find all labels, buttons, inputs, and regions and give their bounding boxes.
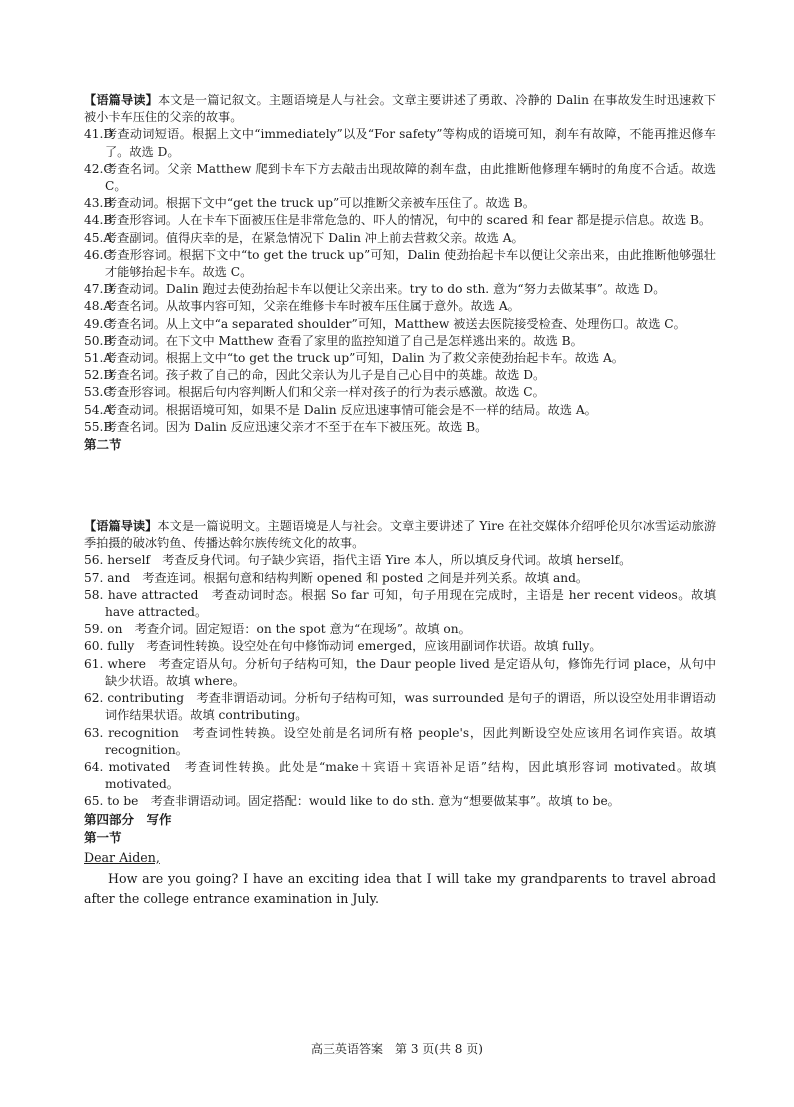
answer-number: 46.C xyxy=(84,247,113,262)
answer-explanation: on 考查介词。固定短语：on the spot 意为“在现场”。故填 on。 xyxy=(107,622,471,637)
answer-explanation: contributing 考查非谓语动词。分析句子结构可知，was surrounded 是句子的谓语，所以设空处用非谓语动词作结果状语。故填 contributing。 xyxy=(105,691,716,723)
answer-explanation: 考查动词。根据下文中“get the truck up”可以推断父亲被车压住了。故选 B。 xyxy=(105,196,535,211)
blank-space xyxy=(84,454,716,518)
answer-page xyxy=(84,92,716,909)
answer-number: 49.C xyxy=(84,316,113,331)
answer-number: 44.B xyxy=(84,213,113,228)
answer-item xyxy=(84,333,716,350)
answer-item xyxy=(84,656,716,690)
answer-explanation: 考查名词。因为 Dalin 反应迅速父亲才不至于在车下被压死。故选 B。 xyxy=(105,419,488,434)
answer-number: 65. xyxy=(84,794,104,809)
answer-number: 43.B xyxy=(84,196,113,211)
answer-number: 60. xyxy=(84,639,104,654)
answer-explanation: 考查动词。根据上文中“to get the truck up”可知，Dalin 为了救父亲使劲抬起卡车。故选 A。 xyxy=(105,351,624,366)
answer-number: 61. xyxy=(84,656,104,671)
answer-item xyxy=(84,759,716,793)
heading-part2: 第二节 xyxy=(84,437,122,453)
answer-item xyxy=(84,570,716,587)
answer-explanation: 考查名词。父亲 Matthew 爬到卡车下方去敲击出现故障的刹车盘，由此推断他修理车辆时的角度不合适。故选 C。 xyxy=(105,161,716,194)
letter-body: How are you going? I have an exciting idea that I will take my grandparents to travel abroad after the college entrance examination in July. xyxy=(84,870,716,906)
answer-explanation: 考查形容词。根据后句内容判断人们和父亲一样对孩子的行为表示感激。故选 C。 xyxy=(105,385,545,400)
answer-number: 51.A xyxy=(84,351,113,366)
answer-item xyxy=(84,367,716,384)
answer-explanation: 考查动词。Dalin 跑过去使劲抬起卡车以便让父亲出来。try to do sth. 意为“努力去做某事”。故选 D。 xyxy=(105,282,666,297)
answer-explanation: recognition 考查词性转换。设空处前是名词所有格 people's，因此判断设空处应该用名词作宾语。故填 recognition。 xyxy=(105,725,716,757)
answer-number: 47.D xyxy=(84,282,114,297)
answer-explanation: 考查形容词。人在卡车下面被压住是非常危急的、吓人的情况，句中的 scared 和 fear 都是提示信息。故选 B。 xyxy=(105,213,712,228)
answer-item xyxy=(84,621,716,638)
answer-explanation: 考查形容词。根据下文中“to get the truck up”可知，Dalin 使劲抬起卡车以便让父亲出来，由此推断他够强壮才能够抬起卡车。故选 C。 xyxy=(105,247,716,280)
answer-item xyxy=(84,419,716,436)
answer-explanation: to be 考查非谓语动词。固定搭配：would like to do sth. 意为“想要做某事”。故填 to be。 xyxy=(107,794,620,809)
answer-explanation: motivated 考查词性转换。此处是“make＋宾语＋宾语补足语”结构，因此填形容词 motivated。故填 motivated。 xyxy=(105,759,717,792)
answer-item xyxy=(84,281,716,298)
answer-number: 58. xyxy=(84,587,104,602)
answer-item xyxy=(84,350,716,367)
answer-item xyxy=(84,638,716,655)
answer-number: 52.D xyxy=(84,368,114,383)
answer-number: 59. xyxy=(84,622,104,637)
heading-part4: 第四部分 写作 xyxy=(84,811,172,827)
answer-item xyxy=(84,247,716,281)
letter-greeting: Dear Aiden, xyxy=(84,849,160,865)
answer-item xyxy=(84,230,716,247)
answer-item xyxy=(84,126,716,160)
answer-item xyxy=(84,298,716,315)
answer-explanation: and 考查连词。根据句意和结构判断 opened 和 posted 之间是并列关系。故填 and。 xyxy=(107,570,589,585)
heading-part4-section1: 第一节 xyxy=(84,829,122,845)
answer-explanation: 考查名词。从故事内容可知，父亲在维修卡车时被车压住属于意外。故选 A。 xyxy=(105,299,520,314)
guide-text: 本文是一篇记叙文。主题语境是人与社会。文章主要讲述了勇敢、冷静的 Dalin 在事故发生时迅速救下被小卡车压住的父亲的故事。 xyxy=(84,93,717,125)
section1-guide xyxy=(84,92,716,126)
answer-number: 42.C xyxy=(84,161,113,176)
answer-item xyxy=(84,161,716,195)
answer-number: 45.A xyxy=(84,230,113,245)
answer-number: 50.B xyxy=(84,333,113,348)
answer-explanation: 考查动词。在下文中 Matthew 查看了家里的监控知道了自己是怎样逃出来的。故选 B。 xyxy=(105,333,583,348)
answer-item xyxy=(84,793,716,810)
guide-tag: 【语篇导读】 xyxy=(84,93,158,107)
answer-item xyxy=(84,316,716,333)
answer-explanation: have attracted 考查动词时态。根据 So far 可知，句子用现在完成时，主语是 her recent videos。故填 have attracted。 xyxy=(105,587,717,620)
answer-explanation: herself 考查反身代词。句子缺少宾语，指代主语 Yire 本人，所以填反身代词。故填 herself。 xyxy=(107,553,632,568)
answer-item xyxy=(84,690,716,724)
answer-item xyxy=(84,195,716,212)
answer-explanation: 考查动词短语。根据上文中“immediately”以及“For safety”等构成的语境可知，刹车有故障，不能再推迟修车了。故选 D。 xyxy=(105,127,716,159)
answer-explanation: 考查名词。从上文中“a separated shoulder”可知，Matthew 被送去医院接受检查、处理伤口。故选 C。 xyxy=(105,316,686,331)
answer-item xyxy=(84,402,716,419)
answer-item xyxy=(84,725,716,759)
answer-number: 53.C xyxy=(84,385,113,400)
page-footer: 高三英语答案 第 3 页(共 8 页) xyxy=(311,1042,483,1056)
answer-explanation: 考查名词。孩子救了自己的命，因此父亲认为儿子是自己心目中的英雄。故选 D。 xyxy=(105,368,546,383)
guide-text: 本文是一篇说明文。主题语境是人与社会。文章主要讲述了 Yire 在社交媒体介绍呼伦贝尔冰雪运动旅游季拍摄的破冰钓鱼、传播达斡尔族传统文化的故事。 xyxy=(84,519,717,551)
answer-explanation: 考查动词。根据语境可知，如果不是 Dalin 反应迅速事情可能会是不一样的结局。故选 A。 xyxy=(105,402,597,417)
answer-number: 48.A xyxy=(84,299,113,314)
answer-explanation: fully 考查词性转换。设空处在句中修饰动词 emerged，应该用副词作状语。故填 fully。 xyxy=(107,639,602,654)
answer-number: 62. xyxy=(84,691,104,706)
answer-number: 41.D xyxy=(84,127,114,142)
answer-number: 57. xyxy=(84,570,104,585)
section2-guide xyxy=(84,518,716,552)
answer-number: 55.B xyxy=(84,419,113,434)
answer-number: 54.A xyxy=(84,402,113,417)
answer-explanation: where 考查定语从句。分析句子结构可知，the Daur people lived 是定语从句，修饰先行词 place，从句中缺少状语。故填 where。 xyxy=(105,656,717,688)
answer-number: 56. xyxy=(84,553,104,568)
answer-number: 64. xyxy=(84,759,104,774)
answer-item xyxy=(84,384,716,401)
answer-item xyxy=(84,212,716,229)
section1-answer-list xyxy=(84,126,716,436)
answer-explanation: 考查副词。值得庆幸的是，在紧急情况下 Dalin 冲上前去营救父亲。故选 A。 xyxy=(105,230,524,245)
guide-tag: 【语篇导读】 xyxy=(84,519,158,534)
answer-item xyxy=(84,587,716,621)
answer-item xyxy=(84,552,716,569)
section2-answer-list xyxy=(84,552,716,810)
answer-number: 63. xyxy=(84,725,104,740)
